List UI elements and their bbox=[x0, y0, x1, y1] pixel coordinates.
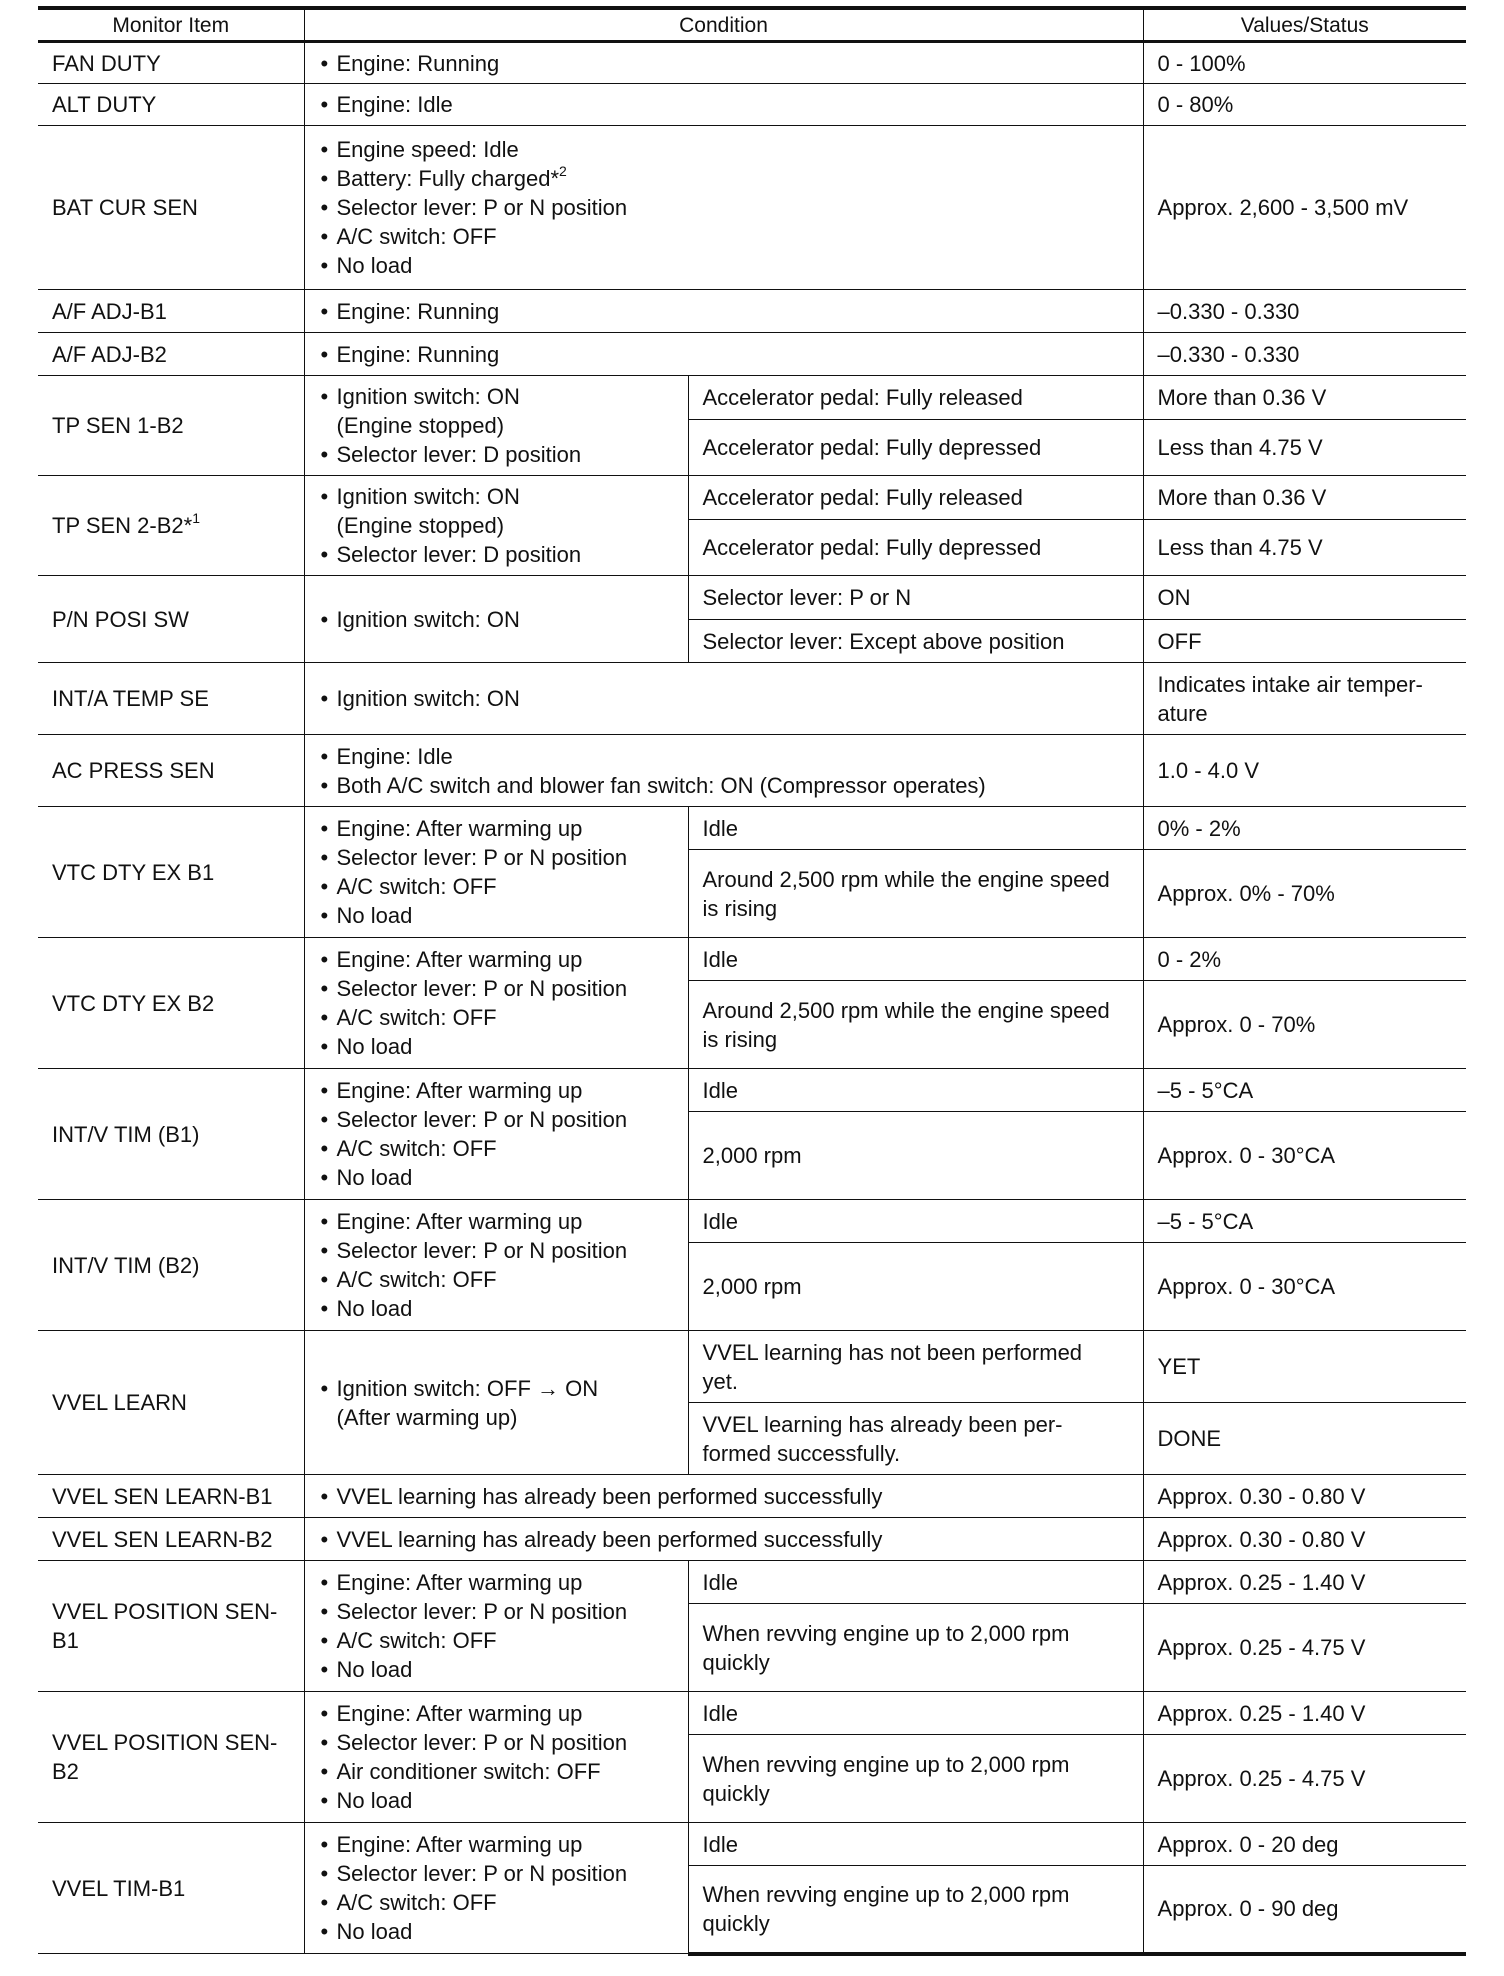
value-cell: Approx. 0.30 - 0.80 V bbox=[1143, 1518, 1466, 1561]
condition-cell bbox=[304, 333, 1143, 376]
condition-text: Battery: Fully charged* bbox=[336, 166, 560, 191]
sub-condition-cell: Idle bbox=[688, 1200, 1143, 1243]
sub-condition-text: When revving engine up to 2,000 rpm bbox=[702, 1751, 1070, 1777]
condition-text: Ignition switch: OFF → ON bbox=[336, 1375, 599, 1401]
condition-bullet: • Engine: After warming up bbox=[319, 945, 674, 974]
table-row bbox=[38, 1823, 1466, 1866]
condition-bullet: • Air conditioner switch: OFF bbox=[319, 1757, 674, 1786]
condition-bullet: • VVEL learning has already been performed successfully bbox=[319, 1525, 1129, 1554]
table-row bbox=[38, 126, 1466, 290]
table-row bbox=[38, 938, 1466, 981]
table-row bbox=[38, 84, 1466, 126]
condition-bullet bbox=[319, 1374, 674, 1432]
monitor-item-cell: INT/A TEMP SE bbox=[38, 663, 304, 735]
monitor-item-cell bbox=[38, 1561, 304, 1692]
monitor-item-document bbox=[38, 6, 1466, 1956]
value-cell: Approx. 0% - 70% bbox=[1143, 850, 1466, 938]
sub-condition-cell: Idle bbox=[688, 807, 1143, 850]
sub-condition-cell: Selector lever: P or N bbox=[688, 576, 1143, 620]
table-row bbox=[38, 290, 1466, 333]
sub-condition-cell bbox=[688, 981, 1143, 1069]
condition-bullet: • Engine: After warming up bbox=[319, 814, 674, 843]
monitor-item-cell bbox=[38, 476, 304, 576]
value-cell: –0.330 - 0.330 bbox=[1143, 333, 1466, 376]
condition-bullet: • Engine: After warming up bbox=[319, 1568, 674, 1597]
monitor-item-cell: P/N POSI SW bbox=[38, 576, 304, 663]
sub-condition-cell bbox=[688, 1403, 1143, 1475]
condition-cell bbox=[304, 1561, 688, 1692]
condition-bullet: • Engine: After warming up bbox=[319, 1830, 674, 1859]
value-cell: Approx. 0 - 30°CA bbox=[1143, 1243, 1466, 1331]
table-row bbox=[38, 663, 1466, 735]
value-cell: DONE bbox=[1143, 1403, 1466, 1475]
sub-condition-text: VVEL learning has not been performed bbox=[702, 1339, 1083, 1365]
monitor-item-cell: AC PRESS SEN bbox=[38, 735, 304, 807]
sub-condition-cell: Accelerator pedal: Fully released bbox=[688, 476, 1143, 520]
value-cell: –0.330 - 0.330 bbox=[1143, 290, 1466, 333]
sub-condition-cell: Idle bbox=[688, 1561, 1143, 1604]
monitor-item-text: VVEL POSITION SEN- bbox=[52, 1599, 278, 1624]
condition-cell bbox=[304, 1331, 688, 1475]
table-row bbox=[38, 476, 1466, 520]
condition-cell bbox=[304, 1069, 688, 1200]
monitor-item-table bbox=[38, 6, 1466, 1956]
sub-condition-text: VVEL learning has already been per- bbox=[702, 1411, 1063, 1437]
monitor-item-cell bbox=[38, 1692, 304, 1823]
condition-bullet: • VVEL learning has already been performed successfully bbox=[319, 1482, 1129, 1511]
table-row bbox=[38, 735, 1466, 807]
condition-bullet bbox=[319, 382, 674, 440]
condition-bullet: • Selector lever: D position bbox=[319, 440, 674, 469]
value-text: Indicates intake air temper- bbox=[1157, 671, 1423, 697]
condition-bullet: • Engine: After warming up bbox=[319, 1076, 674, 1105]
footnote-marker: 1 bbox=[192, 509, 201, 526]
monitor-item-text: B2 bbox=[52, 1759, 79, 1784]
condition-cell bbox=[304, 1518, 1143, 1561]
value-cell: Approx. 0 - 70% bbox=[1143, 981, 1466, 1069]
table-header-row bbox=[38, 8, 1466, 42]
condition-bullet: • Engine: Running bbox=[319, 340, 1129, 369]
table-row bbox=[38, 42, 1466, 84]
value-cell: Approx. 0.25 - 4.75 V bbox=[1143, 1604, 1466, 1692]
value-cell: More than 0.36 V bbox=[1143, 476, 1466, 520]
value-cell: Approx. 0 - 20 deg bbox=[1143, 1823, 1466, 1866]
condition-bullet: • No load bbox=[319, 1786, 674, 1815]
condition-cell bbox=[304, 1200, 688, 1331]
condition-text: (Engine stopped) bbox=[336, 513, 505, 538]
sub-condition-cell bbox=[688, 1604, 1143, 1692]
table-row bbox=[38, 807, 1466, 850]
condition-cell bbox=[304, 663, 1143, 735]
condition-bullet: • A/C switch: OFF bbox=[319, 1888, 674, 1917]
value-cell: Approx. 2,600 - 3,500 mV bbox=[1143, 126, 1466, 290]
condition-bullet: • Selector lever: P or N position bbox=[319, 1105, 674, 1134]
sub-condition-text: quickly bbox=[702, 1780, 770, 1806]
monitor-item-cell: FAN DUTY bbox=[38, 42, 304, 84]
sub-condition-cell bbox=[688, 850, 1143, 938]
condition-bullet: • Engine: After warming up bbox=[319, 1699, 674, 1728]
condition-bullet: • Selector lever: P or N position bbox=[319, 1597, 674, 1626]
condition-text: (After warming up) bbox=[336, 1404, 518, 1430]
condition-cell bbox=[304, 576, 688, 663]
value-cell: Approx. 0.25 - 1.40 V bbox=[1143, 1692, 1466, 1735]
condition-bullet: • A/C switch: OFF bbox=[319, 1134, 674, 1163]
table-row bbox=[38, 376, 1466, 420]
header-values-status: Values/Status bbox=[1143, 8, 1466, 42]
table-row bbox=[38, 1518, 1466, 1561]
condition-bullet: • Selector lever: P or N position bbox=[319, 1728, 674, 1757]
monitor-item-cell: VVEL TIM-B1 bbox=[38, 1823, 304, 1954]
condition-bullet: • Ignition switch: ON bbox=[319, 605, 674, 634]
condition-bullet: • Engine: Running bbox=[319, 297, 1129, 326]
table-row bbox=[38, 1692, 1466, 1735]
condition-cell bbox=[304, 1475, 1143, 1518]
condition-bullet: • Engine: Idle bbox=[319, 742, 1129, 771]
condition-bullet: • Selector lever: P or N position bbox=[319, 1859, 674, 1888]
condition-cell bbox=[304, 807, 688, 938]
value-cell: 0 - 100% bbox=[1143, 42, 1466, 84]
condition-text: Ignition switch: ON bbox=[336, 484, 520, 509]
sub-condition-cell: 2,000 rpm bbox=[688, 1243, 1143, 1331]
sub-condition-text: yet. bbox=[702, 1368, 738, 1394]
monitor-item-cell: A/F ADJ-B2 bbox=[38, 333, 304, 376]
value-cell: OFF bbox=[1143, 620, 1466, 663]
value-cell: 0% - 2% bbox=[1143, 807, 1466, 850]
condition-cell bbox=[304, 126, 1143, 290]
condition-cell bbox=[304, 1823, 688, 1954]
monitor-item-cell: VVEL SEN LEARN-B1 bbox=[38, 1475, 304, 1518]
sub-condition-text: is rising bbox=[702, 1026, 778, 1052]
condition-bullet: • Engine: Idle bbox=[319, 90, 1129, 119]
sub-condition-cell: 2,000 rpm bbox=[688, 1112, 1143, 1200]
monitor-item-cell: VVEL SEN LEARN-B2 bbox=[38, 1518, 304, 1561]
sub-condition-cell: Idle bbox=[688, 938, 1143, 981]
condition-bullet: • No load bbox=[319, 1655, 674, 1684]
sub-condition-text: Around 2,500 rpm while the engine speed bbox=[702, 866, 1110, 892]
condition-bullet: • No load bbox=[319, 251, 1129, 280]
condition-bullet: • No load bbox=[319, 1163, 674, 1192]
condition-bullet: • A/C switch: OFF bbox=[319, 872, 674, 901]
value-cell: Approx. 0.30 - 0.80 V bbox=[1143, 1475, 1466, 1518]
monitor-item-cell: INT/V TIM (B2) bbox=[38, 1200, 304, 1331]
sub-condition-cell: Idle bbox=[688, 1823, 1143, 1866]
condition-cell bbox=[304, 84, 1143, 126]
monitor-item-cell: VTC DTY EX B1 bbox=[38, 807, 304, 938]
condition-bullet: • Engine: Running bbox=[319, 49, 1129, 78]
sub-condition-text: Around 2,500 rpm while the engine speed bbox=[702, 997, 1110, 1023]
condition-bullet: • No load bbox=[319, 1917, 674, 1946]
value-cell: Less than 4.75 V bbox=[1143, 420, 1466, 476]
value-cell: 1.0 - 4.0 V bbox=[1143, 735, 1466, 807]
condition-bullet: • Selector lever: D position bbox=[319, 540, 674, 569]
condition-bullet: • Selector lever: P or N position bbox=[319, 193, 1129, 222]
table-row bbox=[38, 333, 1466, 376]
condition-bullet bbox=[319, 164, 1129, 193]
monitor-item-cell: BAT CUR SEN bbox=[38, 126, 304, 290]
header-monitor-item: Monitor Item bbox=[38, 8, 304, 42]
table-row bbox=[38, 1069, 1466, 1112]
header-condition: Condition bbox=[304, 8, 1143, 42]
condition-cell bbox=[304, 476, 688, 576]
condition-cell bbox=[304, 735, 1143, 807]
condition-bullet: • No load bbox=[319, 1032, 674, 1061]
sub-condition-cell bbox=[688, 1866, 1143, 1954]
sub-condition-cell bbox=[688, 1735, 1143, 1823]
sub-condition-text: When revving engine up to 2,000 rpm bbox=[702, 1881, 1070, 1907]
condition-bullet: • A/C switch: OFF bbox=[319, 222, 1129, 251]
monitor-item-cell: ALT DUTY bbox=[38, 84, 304, 126]
condition-bullet: • Ignition switch: ON bbox=[319, 684, 1129, 713]
sub-condition-text: is rising bbox=[702, 895, 778, 921]
monitor-item-text: B1 bbox=[52, 1628, 79, 1653]
monitor-item-cell: TP SEN 1-B2 bbox=[38, 376, 304, 476]
value-cell: More than 0.36 V bbox=[1143, 376, 1466, 420]
sub-condition-cell: Accelerator pedal: Fully depressed bbox=[688, 520, 1143, 576]
condition-text: (Engine stopped) bbox=[336, 413, 505, 438]
value-cell: 0 - 2% bbox=[1143, 938, 1466, 981]
value-cell: Approx. 0.25 - 1.40 V bbox=[1143, 1561, 1466, 1604]
sub-condition-cell: Accelerator pedal: Fully depressed bbox=[688, 420, 1143, 476]
condition-bullet bbox=[319, 482, 674, 540]
condition-bullet: • A/C switch: OFF bbox=[319, 1626, 674, 1655]
condition-cell bbox=[304, 376, 688, 476]
condition-bullet: • No load bbox=[319, 901, 674, 930]
value-cell: –5 - 5°CA bbox=[1143, 1069, 1466, 1112]
condition-cell bbox=[304, 42, 1143, 84]
sub-condition-cell: Idle bbox=[688, 1692, 1143, 1735]
sub-condition-cell: Selector lever: Except above position bbox=[688, 620, 1143, 663]
sub-condition-text: formed successfully. bbox=[702, 1440, 901, 1466]
value-cell: YET bbox=[1143, 1331, 1466, 1403]
monitor-item-text: VVEL POSITION SEN- bbox=[52, 1730, 278, 1755]
monitor-item-cell: VTC DTY EX B2 bbox=[38, 938, 304, 1069]
monitor-item-cell: A/F ADJ-B1 bbox=[38, 290, 304, 333]
value-cell: ON bbox=[1143, 576, 1466, 620]
sub-condition-cell bbox=[688, 1331, 1143, 1403]
condition-bullet: • Engine speed: Idle bbox=[319, 135, 1129, 164]
sub-condition-text: quickly bbox=[702, 1910, 770, 1936]
condition-bullet: • No load bbox=[319, 1294, 674, 1323]
condition-cell bbox=[304, 1692, 688, 1823]
condition-bullet: • A/C switch: OFF bbox=[319, 1003, 674, 1032]
condition-cell bbox=[304, 938, 688, 1069]
condition-bullet: • Both A/C switch and blower fan switch: ON (Compressor operates) bbox=[319, 771, 1129, 800]
condition-bullet: • A/C switch: OFF bbox=[319, 1265, 674, 1294]
value-cell: Approx. 0 - 90 deg bbox=[1143, 1866, 1466, 1954]
condition-bullet: • Selector lever: P or N position bbox=[319, 1236, 674, 1265]
condition-bullet: • Engine: After warming up bbox=[319, 1207, 674, 1236]
sub-condition-cell: Idle bbox=[688, 1069, 1143, 1112]
table-row bbox=[38, 576, 1466, 620]
sub-condition-cell: Accelerator pedal: Fully released bbox=[688, 376, 1143, 420]
monitor-item-text: TP SEN 2-B2* bbox=[52, 513, 193, 538]
condition-bullet: • Selector lever: P or N position bbox=[319, 843, 674, 872]
value-cell: Approx. 0 - 30°CA bbox=[1143, 1112, 1466, 1200]
value-cell: Approx. 0.25 - 4.75 V bbox=[1143, 1735, 1466, 1823]
condition-text: Ignition switch: ON bbox=[336, 384, 520, 409]
monitor-item-cell: VVEL LEARN bbox=[38, 1331, 304, 1475]
table-row bbox=[38, 1475, 1466, 1518]
value-cell: Less than 4.75 V bbox=[1143, 520, 1466, 576]
table-row bbox=[38, 1561, 1466, 1604]
value-cell: 0 - 80% bbox=[1143, 84, 1466, 126]
footnote-marker: 2 bbox=[559, 162, 567, 179]
value-cell: –5 - 5°CA bbox=[1143, 1200, 1466, 1243]
table-row bbox=[38, 1200, 1466, 1243]
value-text: ature bbox=[1157, 700, 1208, 726]
condition-bullet: • Selector lever: P or N position bbox=[319, 974, 674, 1003]
value-cell bbox=[1143, 663, 1466, 735]
sub-condition-text: quickly bbox=[702, 1649, 770, 1675]
sub-condition-text: When revving engine up to 2,000 rpm bbox=[702, 1620, 1070, 1646]
monitor-item-cell: INT/V TIM (B1) bbox=[38, 1069, 304, 1200]
condition-cell bbox=[304, 290, 1143, 333]
table-row bbox=[38, 1331, 1466, 1403]
